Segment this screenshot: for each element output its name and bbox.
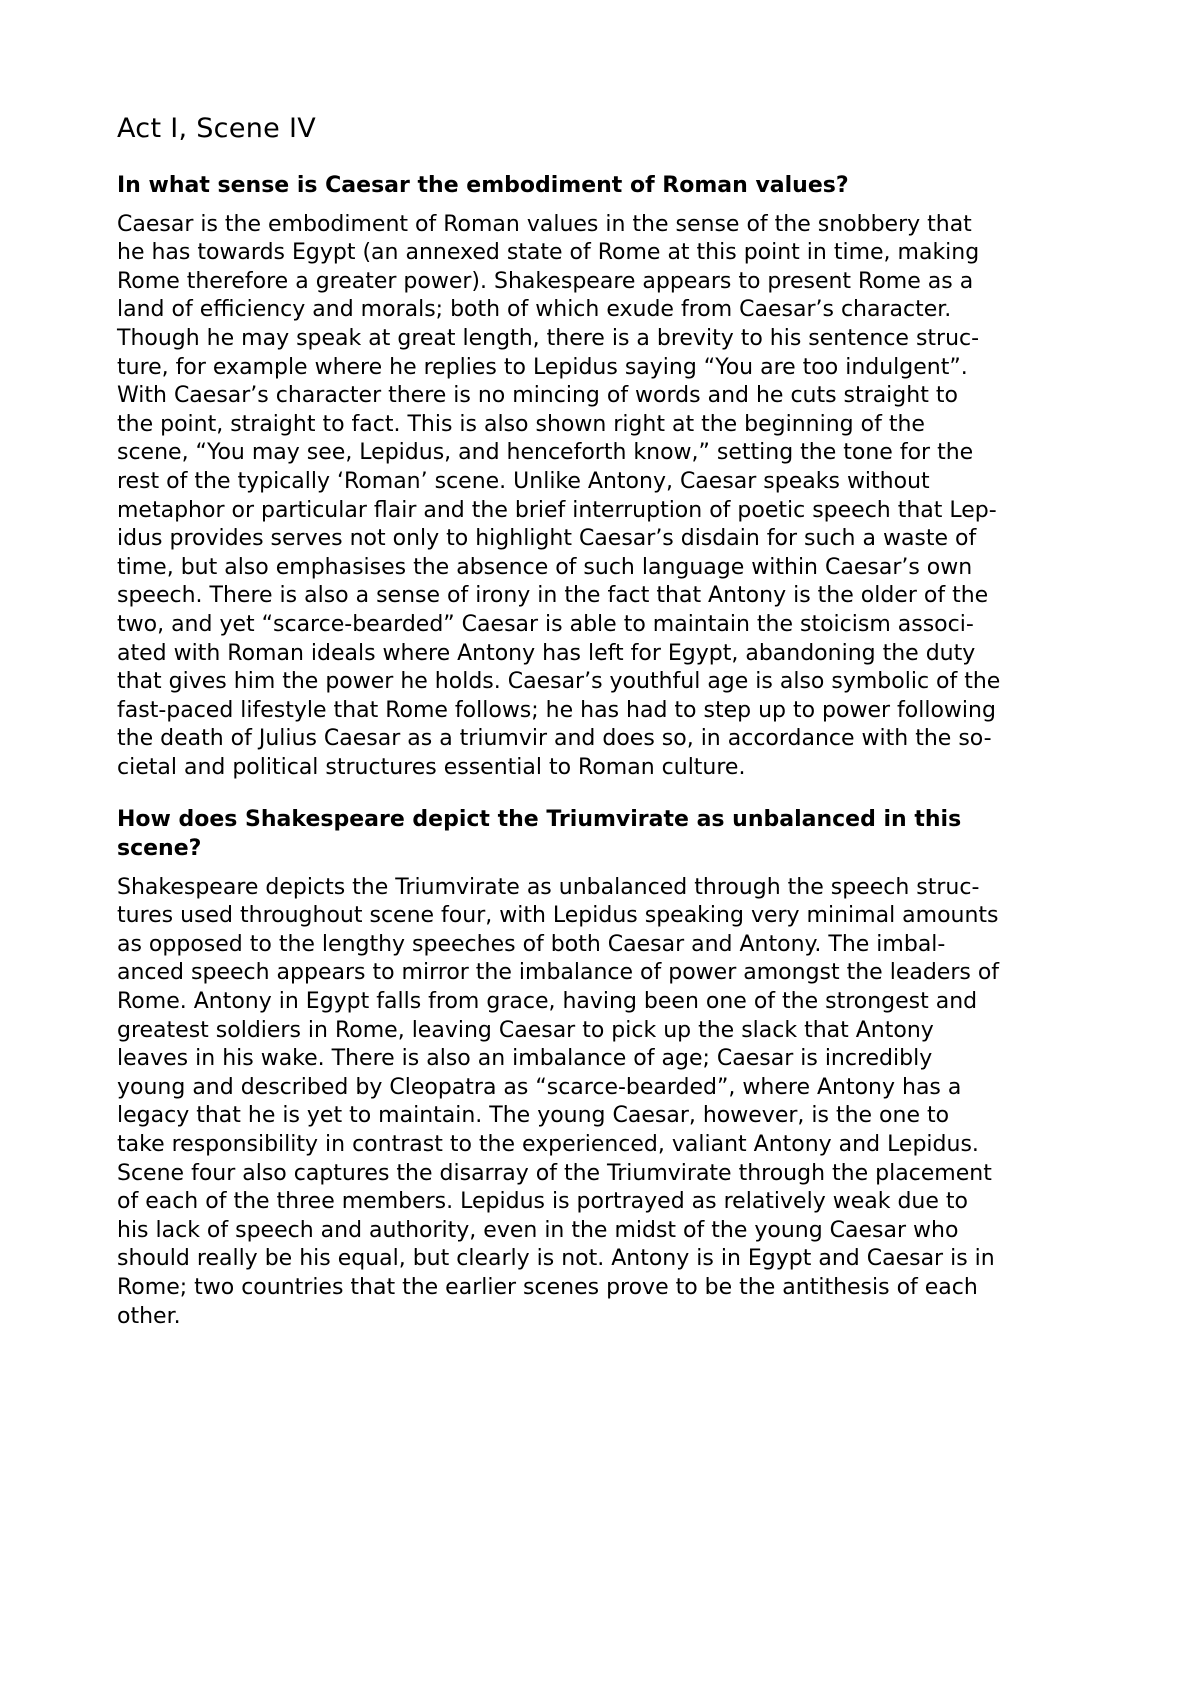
section-triumvirate-unbalanced	[117, 806, 1097, 1331]
question-heading: How does Shakespeare depict the Triumvirate as unbalanced in this scene?	[117, 807, 962, 862]
page-title: Act I, Scene IV	[117, 113, 316, 144]
question-heading: In what sense is Caesar the embodiment of Roman values?	[117, 173, 849, 198]
section-caesar-roman-values	[117, 172, 1097, 782]
answer-paragraph: Shakespeare depicts the Triumvirate as unbalanced through the speech struc- tures used throughout scene four, with Lepidus speaking very minimal amounts as opposed to the lengthy speeches of both Caesar and Antony. The imbal- anced speech appears to mirror the imbalance of power amongst the leaders of Rome. Antony in Egypt falls from grace, having been one of the strongest and greatest soldiers in Rome, leaving Caesar to pick up the slack that Antony leaves in his wake. There is also an imbalance of age; Caesar is incredibly young and described by Cleopatra as “scarce-bearded”, where Antony has a legacy that he is yet to maintain. The young Caesar, however, is the one to take responsibility in contrast to the experienced, valiant Antony and Lepidus. Scene four also captures the disarray of the Triumvirate through the placement of each of the three members. Lepidus is portrayed as relatively weak due to his lack of speech and authority, even in the midst of the young Caesar who should really be his equal, but clearly is not. Antony is in Egypt and Caesar is in Rome; two countries that the earlier scenes prove to be the antithesis of each other.	[117, 874, 1000, 1329]
document-page	[117, 112, 1097, 1331]
answer-paragraph: Caesar is the embodiment of Roman values in the sense of the snobbery that he has towards Egypt (an annexed state of Rome at this point in time, making Rome therefore a greater power). Shakespeare appears to present Rome as a land of efficiency and morals; both of which exude from Caesar’s character. Though he may speak at great length, there is a brevity to his sentence struc- ture, for example where he replies to Lepidus saying “You are too indulgent”. With Caesar’s character there is no mincing of words and he cuts straight to the point, straight to fact. This is also shown right at the beginning of the scene, “You may see, Lepidus, and henceforth know,” setting the tone for the rest of the typically ‘Roman’ scene. Unlike Antony, Caesar speaks without metaphor or particular flair and the brief interruption of poetic speech that Lep- idus provides serves not only to highlight Caesar’s disdain for such a waste of time, but also emphasises the absence of such language within Caesar’s own speech. There is also a sense of irony in the fact that Antony is the older of the two, and yet “scarce-bearded” Caesar is able to maintain the stoicism associ- ated with Roman ideals where Antony has left for Egypt, abandoning the duty that gives him the power he holds. Caesar’s youthful age is also symbolic of the fast-paced lifestyle that Rome follows; he has had to step up to power following the death of Julius Caesar as a triumvir and does so, in accordance with the so- cietal and political structures essential to Roman culture.	[117, 211, 1001, 780]
